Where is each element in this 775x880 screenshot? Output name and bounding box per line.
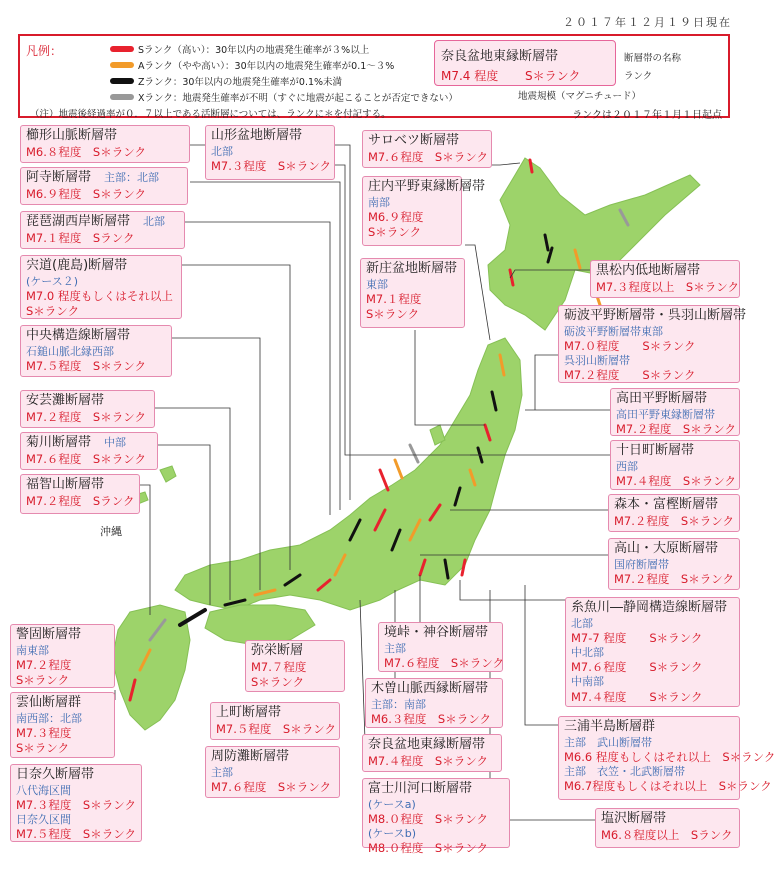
fault-name: 安芸灘断層帯 — [26, 393, 105, 408]
fault-sub: (ケースa) — [368, 797, 416, 811]
fault-box — [360, 258, 465, 328]
fault-box — [20, 211, 185, 249]
fault-detail: M7.２程度 S＊ランク — [614, 572, 734, 587]
fault-detail: S＊ランク — [16, 673, 70, 688]
fault-box — [365, 678, 503, 728]
fault-name: 奈良盆地東縁断層帯 — [368, 737, 486, 752]
fault-name: 上町断層帯 — [216, 705, 282, 720]
fault-detail: M6.９程度 — [368, 210, 424, 225]
fault-box — [362, 734, 502, 772]
fault-detail: M6.7程度もしくはそれ以上 S＊ランク — [564, 779, 772, 794]
fault-detail: M7.0 程度もしくはそれ以上 — [26, 289, 173, 304]
fault-sub: 主部：南部 — [371, 697, 426, 711]
fault-detail: M7.４程度 S＊ランク — [571, 689, 703, 704]
a-rank-swatch-icon — [110, 62, 134, 68]
fault-box — [608, 494, 740, 532]
fault-detail: M7.４程度 S＊ランク — [616, 474, 736, 489]
fault-detail: M7.２程度 Sランク — [26, 493, 135, 508]
fault-sub: (ケースb) — [368, 827, 417, 841]
fault-detail: M7.３程度以上 S＊ランク — [596, 279, 739, 294]
fault-box — [20, 125, 190, 163]
fault-detail: S＊ランク — [26, 304, 80, 319]
fault-sub: 北部 — [143, 215, 166, 228]
fault-box — [558, 716, 775, 800]
fault-name: サロベツ断層帯 — [368, 133, 460, 148]
fault-name: 新庄盆地断層帯 — [366, 261, 458, 276]
legend-row-z: Zランク：30年以内の地震発生確率が0.1%未満 — [110, 74, 342, 88]
fault-sub: 東部 — [366, 277, 388, 291]
fault-box — [610, 388, 740, 436]
fault-sub: 砺波平野断層帯東部 — [564, 324, 663, 338]
fault-name: 日奈久断層帯 — [16, 767, 95, 782]
fault-name: 警固断層帯 — [16, 627, 82, 642]
fault-box — [610, 440, 740, 490]
fault-detail: M7.２程度 S＊ランク — [26, 409, 146, 424]
fault-sub: 主部 — [211, 765, 233, 779]
fault-detail: M7.５程度 S＊ランク — [216, 721, 336, 736]
fault-name: 山形盆地断層帯 — [211, 128, 303, 143]
fault-name: 中央構造線断層帯 — [26, 328, 131, 343]
fault-name: 十日町断層帯 — [616, 443, 695, 458]
fault-detail: M7.２程度 — [16, 658, 72, 673]
fault-detail: M7.２程度 S＊ランク — [614, 513, 734, 528]
legend-panel — [18, 34, 730, 121]
fault-detail: M7.７程度 — [251, 659, 307, 674]
fault-name: 砺波平野断層帯・呉羽山断層帯 — [564, 308, 747, 323]
date-label: ２０１７年１２月１９日現在 — [563, 16, 732, 29]
legend-row-s: Sランク（高い）：30年以内の地震発生確率が３%以上 — [110, 42, 369, 56]
fault-detail: M8.０程度 S＊ランク — [368, 841, 488, 856]
fault-name: 琵琶湖西岸断層帯 — [26, 214, 131, 229]
legend-title: 凡例： — [26, 44, 63, 58]
fault-sub: 主部 武山断層帯 — [564, 735, 652, 749]
fault-detail: M6.８程度以上 Sランク — [601, 827, 733, 842]
fault-sub: 呉羽山断層帯 — [564, 354, 630, 368]
fault-box — [20, 255, 182, 319]
fault-box — [20, 167, 188, 205]
fault-detail: M7.６程度 S＊ランク — [571, 660, 703, 675]
fault-name: 弥栄断層 — [251, 643, 304, 658]
fault-detail: S＊ランク — [16, 741, 70, 756]
okinawa-label: 沖縄 — [100, 525, 122, 538]
fault-box — [20, 325, 172, 377]
fault-name: 福智山断層帯 — [26, 477, 105, 492]
fault-box — [590, 260, 740, 298]
rank-base-label: ランクは２０１７年１月１日起点 — [572, 110, 722, 121]
fault-sub: 中南部 — [571, 675, 604, 689]
fault-sub: 石鎚山脈北縁西部 — [26, 344, 114, 358]
fault-name: 高田平野断層帯 — [616, 391, 708, 406]
fault-detail: M6.6 程度もしくはそれ以上 S＊ランク — [564, 750, 775, 765]
sample-mag: M7.4 程度 — [441, 69, 499, 83]
sample-name: 奈良盆地東縁断層帯 — [441, 49, 559, 64]
fault-box — [565, 597, 740, 707]
fault-sub: 西部 — [616, 459, 638, 473]
fault-name: 高山・大原断層帯 — [614, 541, 719, 556]
kyushu-island — [112, 605, 190, 730]
fault-detail: M8.０程度 S＊ランク — [368, 812, 488, 827]
fault-name: 富士川河口断層帯 — [368, 781, 473, 796]
fault-name: 菊川断層帯 — [26, 435, 92, 450]
z-rank-swatch-icon — [110, 78, 134, 84]
fault-name: 塩沢断層帯 — [601, 811, 667, 826]
fault-detail: M7.３程度 — [16, 726, 72, 741]
fault-sub: 主部 衣笠・北武断層帯 — [564, 765, 685, 779]
fault-detail: M6.３程度 S＊ランク — [371, 712, 491, 727]
fault-detail: M7.６程度 S＊ランク — [368, 149, 488, 164]
fault-sub: 北部 — [571, 616, 593, 630]
fault-sub: 南西部：北部 — [16, 711, 82, 725]
fault-detail: M7.５程度 S＊ランク — [16, 827, 136, 842]
fault-detail: S＊ランク — [368, 225, 422, 240]
s-rank-swatch-icon — [110, 46, 134, 52]
fault-name: 庄内平野東縁断層帯 — [368, 179, 486, 194]
fault-detail: M6.８程度 S＊ランク — [26, 144, 146, 159]
legend-row-a: Aランク（やや高い）：30年以内の地震発生確率が0.1～３% — [110, 58, 394, 72]
fault-name: 糸魚川―静岡構造線断層帯 — [571, 600, 728, 615]
fault-detail: M7.３程度 S＊ランク — [211, 159, 331, 174]
fault-box — [362, 778, 510, 856]
fault-sub: 八代海区間 — [16, 783, 71, 797]
fault-detail: S＊ランク — [251, 674, 305, 689]
fault-detail: M7.２程度 S＊ランク — [564, 368, 696, 383]
legend-note: （注）地震後経過率が０．７以上である活断層については、ランクに＊を付記する。 — [30, 109, 391, 120]
fault-box — [608, 538, 740, 590]
fault-name: 雲仙断層群 — [16, 695, 82, 710]
fault-detail: M7.４程度 S＊ランク — [368, 753, 488, 768]
fault-box — [20, 390, 155, 428]
fault-detail: M7.０程度 S＊ランク — [564, 339, 696, 354]
fault-name: 周防灘断層帯 — [211, 749, 290, 764]
sample-rank: S＊ランク — [525, 69, 581, 83]
fault-sub: 南東部 — [16, 643, 49, 657]
fault-name: 阿寺断層帯 — [26, 170, 92, 185]
fault-box — [245, 640, 345, 692]
fault-box — [20, 474, 140, 514]
fault-box — [362, 176, 486, 246]
fault-box — [10, 624, 115, 688]
fault-detail: M6.９程度 S＊ランク — [26, 186, 146, 201]
fault-name: 木曽山脈西縁断層帯 — [371, 681, 489, 696]
fault-detail: M7.２程度 S＊ランク — [616, 422, 736, 437]
fault-detail: M7.３程度 S＊ランク — [16, 798, 136, 813]
fault-name: 宍道(鹿島)断層帯 — [26, 258, 128, 273]
fault-box — [10, 692, 115, 758]
shikoku-island — [205, 605, 315, 645]
fault-sub: 主部 — [384, 641, 406, 655]
fault-name: 櫛形山脈断層帯 — [26, 128, 118, 143]
fault-name: 三浦半島断層群 — [564, 719, 656, 734]
legend-sample-box — [434, 40, 616, 86]
fault-box — [595, 808, 740, 848]
fault-detail: M7.１程度 — [366, 292, 422, 307]
fault-box — [210, 702, 340, 740]
fault-sub: 主部：北部 — [104, 171, 160, 184]
fault-detail: M7.５程度 S＊ランク — [26, 359, 146, 374]
fault-detail: S＊ランク — [366, 307, 420, 322]
fault-name: 境峠・神谷断層帯 — [384, 625, 489, 640]
fault-box — [362, 130, 492, 168]
fault-box — [20, 432, 158, 470]
fault-sub: 国府断層帯 — [614, 557, 669, 571]
fault-sub: 日奈久区間 — [16, 813, 71, 827]
fault-sub: 北部 — [211, 144, 233, 158]
fault-detail: M7.１程度 Sランク — [26, 230, 135, 245]
fault-sub: (ケース２) — [26, 274, 79, 288]
fault-sub: 高田平野東縁断層帯 — [616, 407, 715, 421]
okinawa-island — [160, 466, 176, 482]
fault-detail: M7.６程度 S＊ランク — [26, 451, 146, 466]
fault-detail: M7.６程度 S＊ランク — [211, 780, 331, 795]
x-rank-swatch-icon — [110, 94, 134, 100]
fault-box — [558, 305, 747, 383]
fault-sub: 中部 — [104, 436, 127, 449]
caption-mag: 地震規模（マグニチュード） — [518, 91, 642, 102]
fault-box — [10, 764, 142, 842]
fault-box — [205, 746, 340, 798]
legend-row-x: Xランク：地震発生確率が不明（すぐに地震が起こることが否定できない） — [110, 90, 458, 104]
fault-sub: 南部 — [368, 195, 390, 209]
caption-name: 断層帯の名称 — [624, 53, 682, 64]
fault-name: 森本・富樫断層帯 — [614, 497, 719, 512]
fault-sub: 中北部 — [571, 646, 604, 660]
caption-rank: ランク — [624, 71, 653, 82]
fault-box — [205, 125, 335, 180]
fault-box — [378, 622, 503, 672]
fault-detail: M7.６程度 S＊ランク — [384, 656, 504, 671]
fault-detail: M7-7 程度 S＊ランク — [571, 631, 703, 646]
fault-name: 黒松内低地断層帯 — [596, 263, 701, 278]
